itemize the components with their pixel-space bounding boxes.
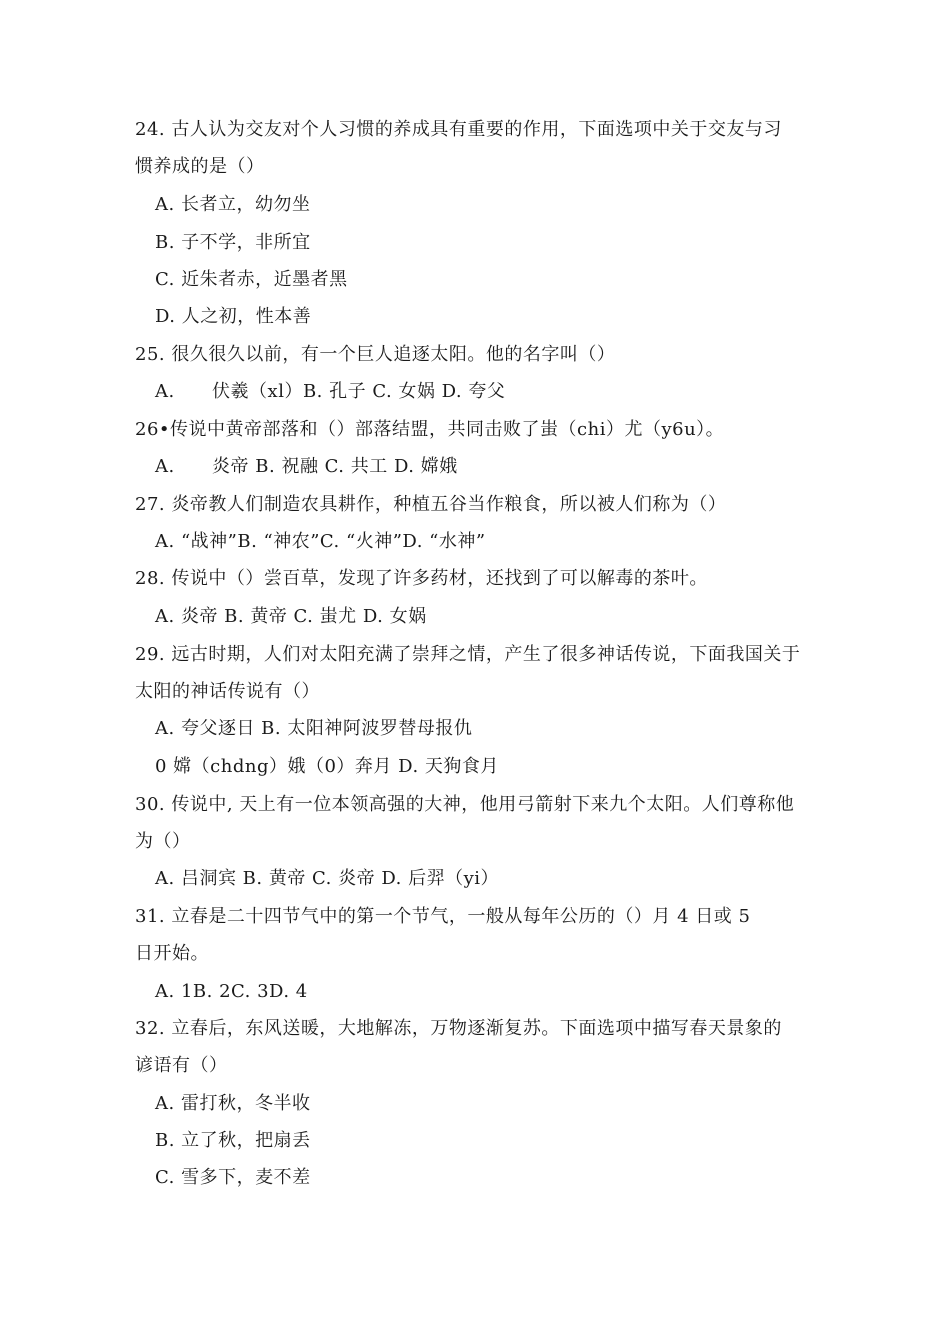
answer-option-line: 0 嫦（chdng）娥（0）奔月 D. 天狗食月 [155, 756, 499, 777]
question-text-line: 24. 古人认为交友对个人习惯的养成具有重要的作用，下面选项中关于交友与习 [135, 119, 782, 140]
answer-option-line: B. 子不学，非所宜 [155, 232, 311, 253]
question-text-line: 27. 炎帝教人们制造农具耕作，种植五谷当作粮食，所以被人们称为（） [135, 494, 727, 515]
answer-option-line: A. 夸父逐日 B. 太阳神阿波罗替母报仇 [155, 718, 473, 739]
question-text-line: 29. 远古时期，人们对太阳充满了崇拜之情，产生了很多神话传说，下面我国关于 [135, 644, 801, 665]
question-text-line: 谚语有（） [135, 1055, 228, 1076]
answer-option-line: B. 立了秋，把扇丢 [155, 1130, 311, 1151]
answer-option-line: A. 长者立，幼勿坐 [155, 194, 311, 215]
question-text-line: 日开始。 [135, 943, 209, 964]
question-text-line: 惯养成的是（） [135, 156, 265, 177]
question-text-line: 32. 立春后，东风送暖，大地解冻，万物逐渐复苏。下面选项中描写春天景象的 [135, 1018, 782, 1039]
question-text-line: 太阳的神话传说有（） [135, 681, 320, 702]
question-text-line: 31. 立春是二十四节气中的第一个节气，一般从每年公历的（）月 4 日或 5 [135, 906, 751, 927]
question-text-line: 25. 很久很久以前，有一个巨人追逐太阳。他的名字叫（） [135, 344, 616, 365]
answer-option-line: A. 吕洞宾 B. 黄帝 C. 炎帝 D. 后羿（yi） [155, 868, 500, 889]
question-text-line: 28. 传说中（）尝百草，发现了许多药材，还找到了可以解毒的茶叶。 [135, 568, 708, 589]
answer-option-line: A. 炎帝 B. 祝融 C. 共工 D. 嫦娥 [155, 456, 458, 477]
answer-option-line: A. 炎帝 B. 黄帝 C. 蚩尤 D. 女娲 [155, 606, 427, 627]
answer-option-line: A. 伏羲（xl）B. 孔子 C. 女娲 D. 夸父 [155, 381, 506, 402]
answer-option-line: C. 雪多下，麦不差 [155, 1167, 311, 1188]
question-text-line: 为（） [135, 831, 191, 852]
answer-option-line: A. 雷打秋，冬半收 [155, 1093, 311, 1114]
answer-option-line: A. 1B. 2C. 3D. 4 [155, 981, 308, 1002]
answer-option-line: A. “战神”B. “神农”C. “火神”D. “水神” [155, 531, 486, 552]
question-text-line: 30. 传说中, 天上有一位本领高强的大神，他用弓箭射下来九个太阳。人们尊称他 [135, 794, 795, 815]
answer-option-line: C. 近朱者赤，近墨者黑 [155, 269, 348, 290]
answer-option-line: D. 人之初，性本善 [155, 306, 312, 327]
question-text-line: 26•传说中黄帝部落和（）部落结盟，共同击败了蚩（chi）尤（y6u）。 [135, 419, 725, 440]
